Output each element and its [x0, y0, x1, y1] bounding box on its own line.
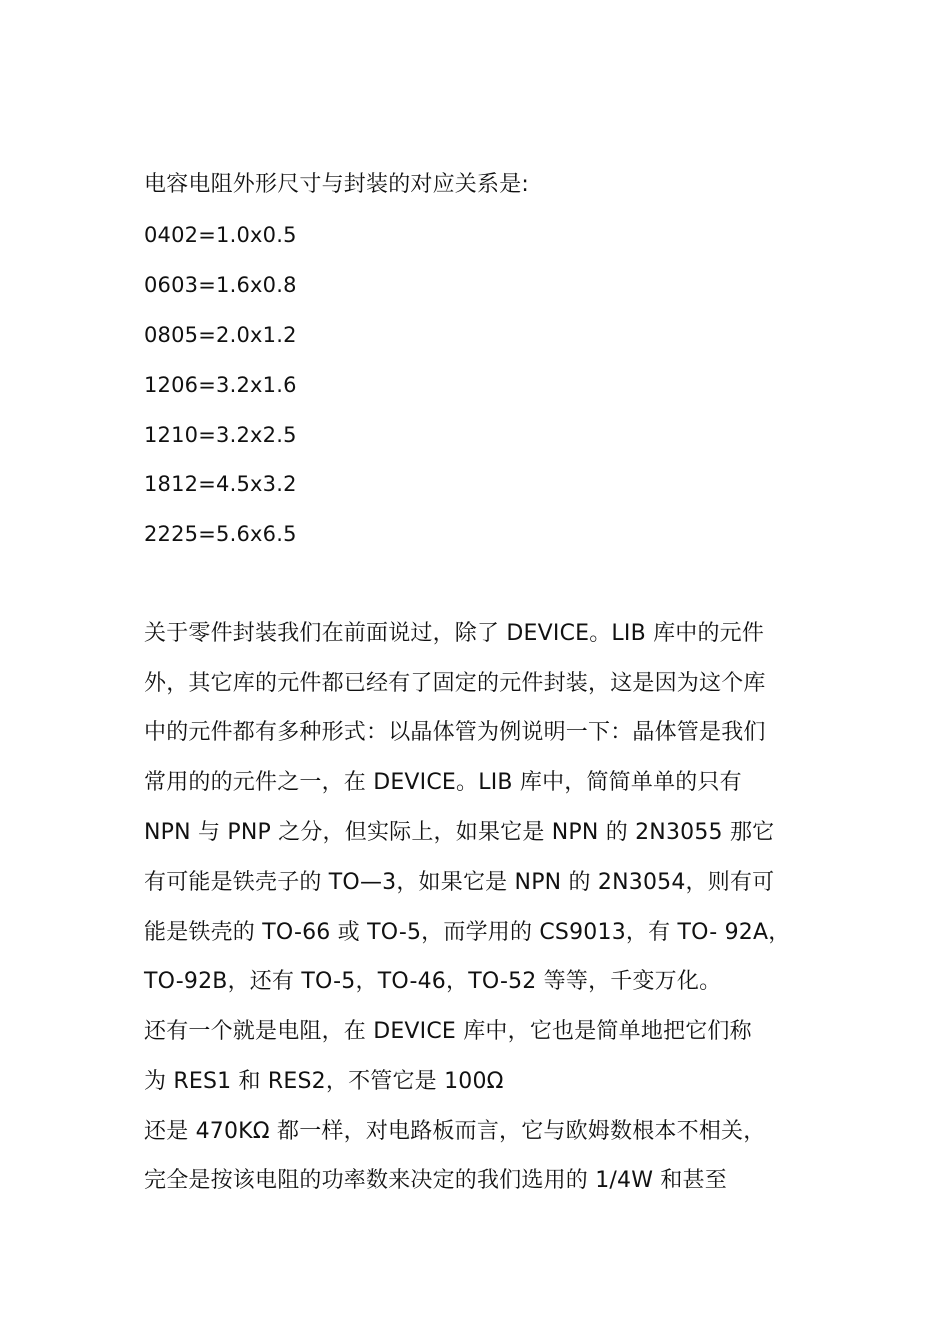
paragraph-line: TO-92B，还有 TO-5，TO-46，TO-52 等等，千变万化。: [144, 969, 722, 994]
paragraph-line: 能是铁壳的 TO-66 或 TO-5，而学用的 CS9013，有 TO- 92A，: [144, 920, 791, 945]
paragraph-line: 常用的的元件之一，在 DEVICE。LIB 库中，简简单单的只有: [144, 770, 742, 795]
paragraph-line: 关于零件封装我们在前面说过，除了 DEVICE。LIB 库中的元件: [144, 621, 765, 646]
paragraph-line: NPN 与 PNP 之分，但实际上，如果它是 NPN 的 2N3055 那它: [144, 820, 775, 845]
paragraph-line: 中的元件都有多种形式：以晶体管为例说明一下：晶体管是我们: [144, 720, 766, 745]
paragraph-line: 为 RES1 和 RES2，不管它是 100Ω: [144, 1069, 504, 1094]
size-item: 1210=3.2x2.5: [144, 423, 297, 447]
size-item: 0603=1.6x0.8: [144, 273, 297, 297]
size-item: 0805=2.0x1.2: [144, 323, 297, 347]
paragraph-line: 外，其它库的元件都已经有了固定的元件封装，这是因为这个库: [144, 671, 766, 696]
section-heading: 电容电阻外形尺寸与封装的对应关系是:: [144, 172, 530, 197]
paragraph-line: 有可能是铁壳子的 TO—3，如果它是 NPN 的 2N3054，则有可: [144, 870, 775, 895]
size-item: 1206=3.2x1.6: [144, 373, 297, 397]
size-item: 0402=1.0x0.5: [144, 223, 297, 247]
size-item: 2225=5.6x6.5: [144, 522, 297, 546]
paragraph-line: 完全是按该电阻的功率数来决定的我们选用的 1/4W 和甚至: [144, 1168, 727, 1193]
size-item: 1812=4.5x3.2: [144, 472, 297, 496]
paragraph-line: 还有一个就是电阻，在 DEVICE 库中，它也是简单地把它们称: [144, 1019, 752, 1044]
paragraph-line: 还是 470KΩ 都一样，对电路板而言，它与欧姆数根本不相关，: [144, 1119, 766, 1144]
